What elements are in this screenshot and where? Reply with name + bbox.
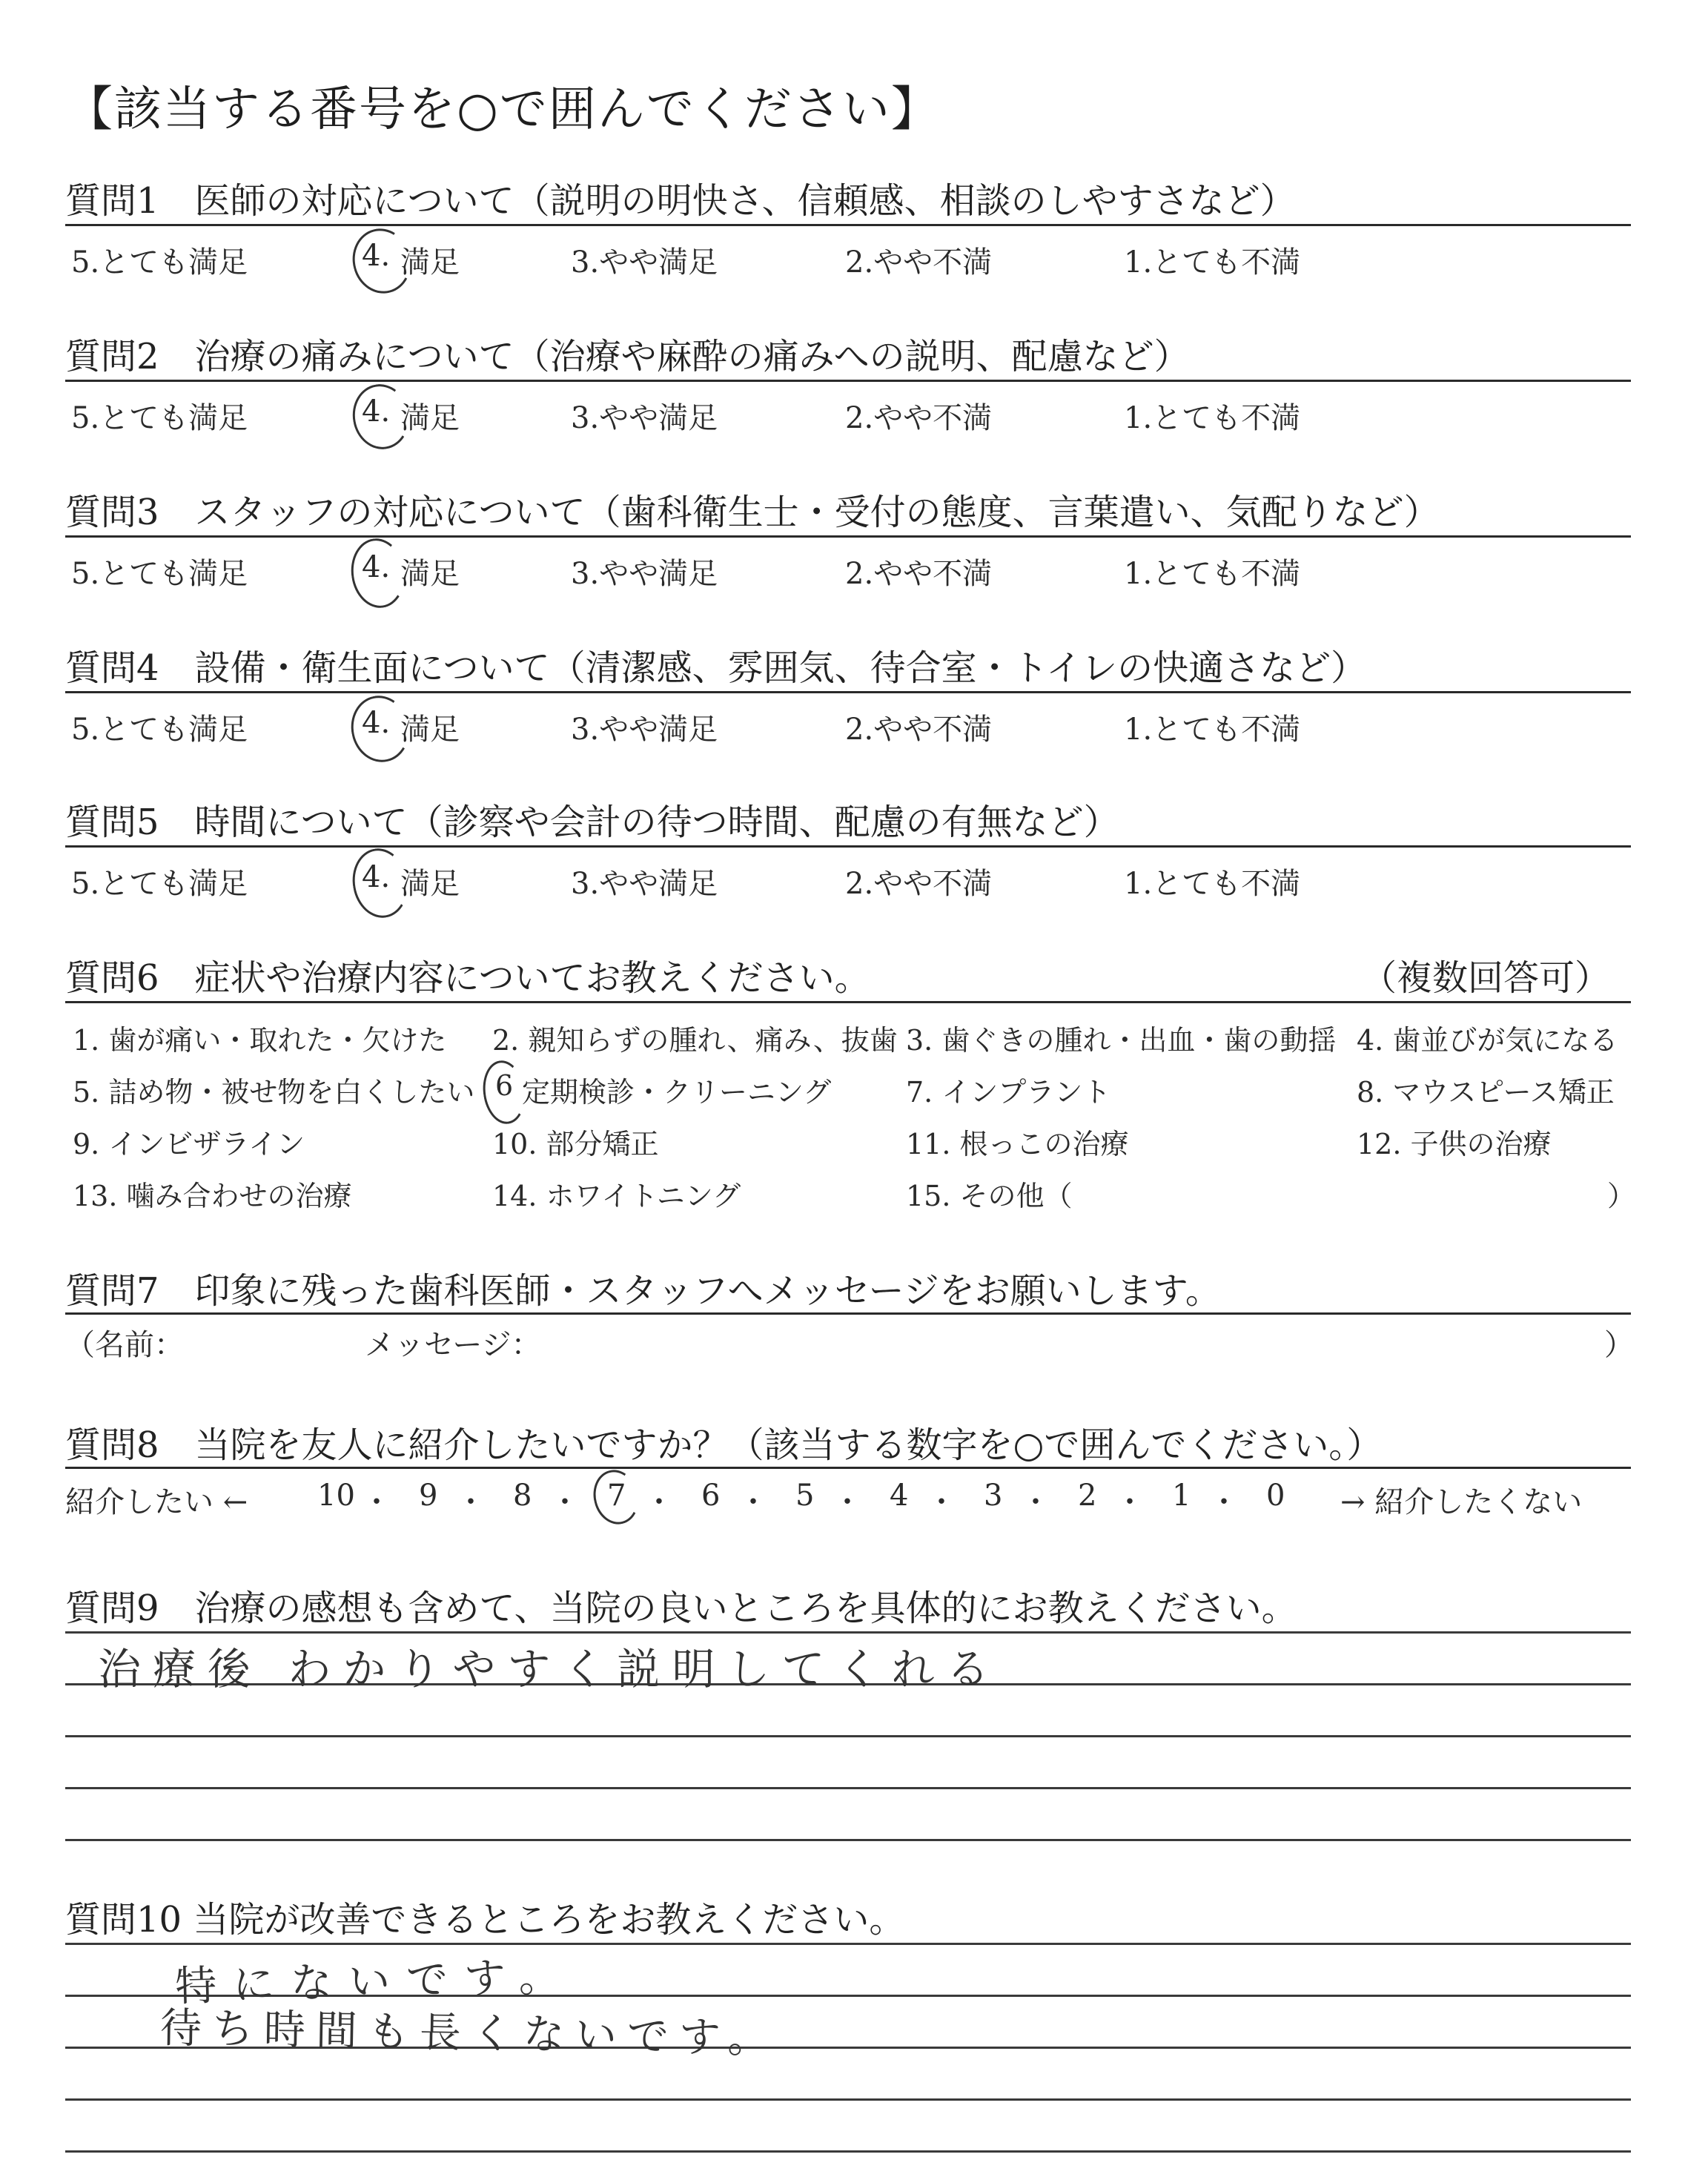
q6-item-10[interactable]: 10. 部分矯正 <box>492 1128 659 1160</box>
q4-option-3[interactable]: 3.やや満足 <box>571 713 718 747</box>
q6-item-2[interactable]: 2. 親知らずの腫れ、痛み、抜歯 <box>492 1024 898 1057</box>
q4-option-1[interactable]: 1.とても不満 <box>1124 713 1301 747</box>
q8-number-10[interactable]: 10 <box>317 1479 355 1513</box>
q2-option-1[interactable]: 1.とても不満 <box>1124 401 1301 435</box>
q9-line-4 <box>65 1787 1631 1789</box>
q6-item-11[interactable]: 11. 根っこの治療 <box>906 1128 1129 1160</box>
q8-separator: ・ <box>738 1485 768 1519</box>
q2-option-2[interactable]: 2.やや不満 <box>845 401 993 435</box>
q3-option-3[interactable]: 3.やや満足 <box>571 557 718 591</box>
q8-number-0[interactable]: 0 <box>1266 1479 1285 1513</box>
question-2-heading: 質問2 治療の痛みについて（治療や麻酔の痛みへの説明、配慮など） <box>65 336 1190 377</box>
q9-line-5 <box>65 1839 1631 1841</box>
q3-option-4-label[interactable]: 満足 <box>400 557 460 591</box>
q2-answer-circle <box>348 380 414 454</box>
q2-option-5[interactable]: 5.とても満足 <box>71 401 248 435</box>
q8-separator: ・ <box>550 1485 580 1519</box>
q1-option-5[interactable]: 5.とても満足 <box>71 245 248 280</box>
question-9-heading: 質問9 治療の感想も含めて、当院の良いところを具体的にお教えください。 <box>65 1588 1297 1629</box>
question-5-rule <box>65 845 1631 848</box>
q6-item-6-label[interactable]: 定期検診・クリーニング <box>522 1076 832 1109</box>
q8-separator: ・ <box>644 1485 674 1519</box>
q10-line-1 <box>65 1943 1631 1945</box>
q7-close-paren: ） <box>1604 1328 1634 1362</box>
q9-line-3 <box>65 1735 1631 1737</box>
q10-handwritten-line-1[interactable]: 特にないです。 <box>174 1952 577 2012</box>
q2-option-3[interactable]: 3.やや満足 <box>571 401 718 435</box>
question-10-heading: 質問10 当院が改善できるところをお教えください。 <box>65 1899 905 1941</box>
q8-number-2[interactable]: 2 <box>1078 1479 1097 1513</box>
page-title: 【該当する番号を○で囲んでください】 <box>65 82 940 137</box>
q8-number-3[interactable]: 3 <box>984 1479 1003 1513</box>
q6-item-4[interactable]: 4. 歯並びが気になる <box>1357 1024 1618 1057</box>
question-5-heading: 質問5 時間について（診察や会計の待つ時間、配慮の有無など） <box>65 802 1119 843</box>
q6-item-7[interactable]: 7. インプラント <box>906 1076 1111 1109</box>
question-3-heading: 質問3 スタッフの対応について（歯科衛生士・受付の態度、言葉遣い、気配りなど） <box>65 492 1440 533</box>
q4-option-5[interactable]: 5.とても満足 <box>71 713 248 747</box>
q1-option-4-number[interactable]: 4. <box>362 239 391 273</box>
q5-option-2[interactable]: 2.やや不満 <box>845 867 993 901</box>
q1-option-3[interactable]: 3.やや満足 <box>571 245 718 280</box>
q8-number-7[interactable]: 7 <box>607 1479 626 1513</box>
question-4-heading: 質問4 設備・衛生面について（清潔感、雰囲気、待合室・トイレの快適さなど） <box>65 647 1367 689</box>
question-2-rule <box>65 380 1631 382</box>
q5-option-5[interactable]: 5.とても満足 <box>71 867 248 901</box>
q6-item-3[interactable]: 3. 歯ぐきの腫れ・出血・歯の動揺 <box>906 1024 1337 1057</box>
question-6-note: （複数回答可） <box>1361 957 1611 999</box>
q6-answer-circle <box>479 1058 529 1127</box>
q8-number-4[interactable]: 4 <box>890 1479 909 1513</box>
q1-option-4-label[interactable]: 満足 <box>400 245 460 280</box>
q6-item-15-close: ） <box>1607 1180 1636 1212</box>
q8-number-1[interactable]: 1 <box>1172 1479 1191 1513</box>
question-8-heading: 質問8 当院を友人に紹介したいですか？（該当する数字を○で囲んでください。） <box>65 1424 1383 1466</box>
q8-separator: ・ <box>362 1485 391 1519</box>
q3-option-4-number[interactable]: 4. <box>362 550 391 584</box>
q8-separator: ・ <box>1021 1485 1050 1519</box>
q8-number-9[interactable]: 9 <box>419 1479 438 1513</box>
q6-item-12[interactable]: 12. 子供の治療 <box>1357 1128 1552 1160</box>
q8-separator: ・ <box>1209 1485 1239 1519</box>
q5-answer-circle <box>347 844 413 922</box>
q6-item-6-number[interactable]: 6 <box>495 1069 514 1102</box>
q7-name-label[interactable]: （名前： <box>65 1328 184 1362</box>
q3-answer-circle <box>347 535 409 611</box>
q9-line-1 <box>65 1631 1631 1634</box>
q8-separator: ・ <box>456 1485 486 1519</box>
q1-option-2[interactable]: 2.やや不満 <box>845 245 993 280</box>
q9-handwritten-answer[interactable]: 治療後 わかりやすく説明してくれる <box>98 1644 1002 1694</box>
q5-option-1[interactable]: 1.とても不満 <box>1124 867 1301 901</box>
q1-answer-circle <box>345 222 418 300</box>
question-8-rule <box>65 1467 1631 1469</box>
q8-separator: ・ <box>927 1485 956 1519</box>
q3-option-2[interactable]: 2.やや不満 <box>845 557 993 591</box>
q10-line-5 <box>65 2150 1631 2153</box>
q8-separator: ・ <box>833 1485 862 1519</box>
q8-number-6[interactable]: 6 <box>701 1479 721 1513</box>
q5-option-4-number[interactable]: 4. <box>362 860 391 894</box>
q4-answer-circle <box>345 690 415 767</box>
q3-option-5[interactable]: 5.とても満足 <box>71 557 248 591</box>
question-7-rule <box>65 1312 1631 1315</box>
question-3-rule <box>65 535 1631 538</box>
q7-message-label[interactable]: メッセージ： <box>365 1328 541 1362</box>
q2-option-4-number[interactable]: 4. <box>362 394 391 429</box>
q8-number-5[interactable]: 5 <box>795 1479 815 1513</box>
q4-option-4-label[interactable]: 満足 <box>400 713 460 747</box>
question-7-heading: 質問7 印象に残った歯科医師・スタッフへメッセージをお願いします。 <box>65 1270 1221 1312</box>
q6-item-15-other[interactable]: 15. その他（ <box>906 1180 1073 1212</box>
q5-option-4-label[interactable]: 満足 <box>400 867 460 901</box>
q4-option-4-number[interactable]: 4. <box>362 706 391 740</box>
q2-option-4-label[interactable]: 満足 <box>400 401 460 435</box>
q8-number-8[interactable]: 8 <box>513 1479 532 1513</box>
q5-option-3[interactable]: 3.やや満足 <box>571 867 718 901</box>
q8-left-label: 紹介したい ← <box>65 1485 248 1519</box>
q6-item-1[interactable]: 1. 歯が痛い・取れた・欠けた <box>73 1024 447 1057</box>
q10-line-4 <box>65 2098 1631 2101</box>
question-6-rule <box>65 1001 1631 1003</box>
q6-item-9[interactable]: 9. インビザライン <box>73 1128 305 1160</box>
q8-separator: ・ <box>1115 1485 1145 1519</box>
q8-right-label: → 紹介したくない <box>1340 1485 1583 1519</box>
q1-option-1[interactable]: 1.とても不満 <box>1124 245 1301 280</box>
q3-option-1[interactable]: 1.とても不満 <box>1124 557 1301 591</box>
q6-item-13[interactable]: 13. 噛み合わせの治療 <box>73 1180 352 1212</box>
question-1-heading: 質問1 医師の対応について（説明の明快さ、信頼感、相談のしやすさなど） <box>65 180 1296 222</box>
question-1-rule <box>65 224 1631 226</box>
q4-option-2[interactable]: 2.やや不満 <box>845 713 993 747</box>
q6-item-14[interactable]: 14. ホワイトニング <box>492 1180 741 1212</box>
question-4-rule <box>65 691 1631 693</box>
q6-item-5[interactable]: 5. 詰め物・被せ物を白くしたい <box>73 1076 475 1109</box>
question-6-heading: 質問6 症状や治療内容についてお教えください。 <box>65 957 870 999</box>
q8-answer-circle <box>588 1465 644 1529</box>
q6-item-8[interactable]: 8. マウスピース矯正 <box>1357 1076 1615 1109</box>
q10-handwritten-line-2[interactable]: 待ち時間も長くないです。 <box>159 2004 780 2064</box>
